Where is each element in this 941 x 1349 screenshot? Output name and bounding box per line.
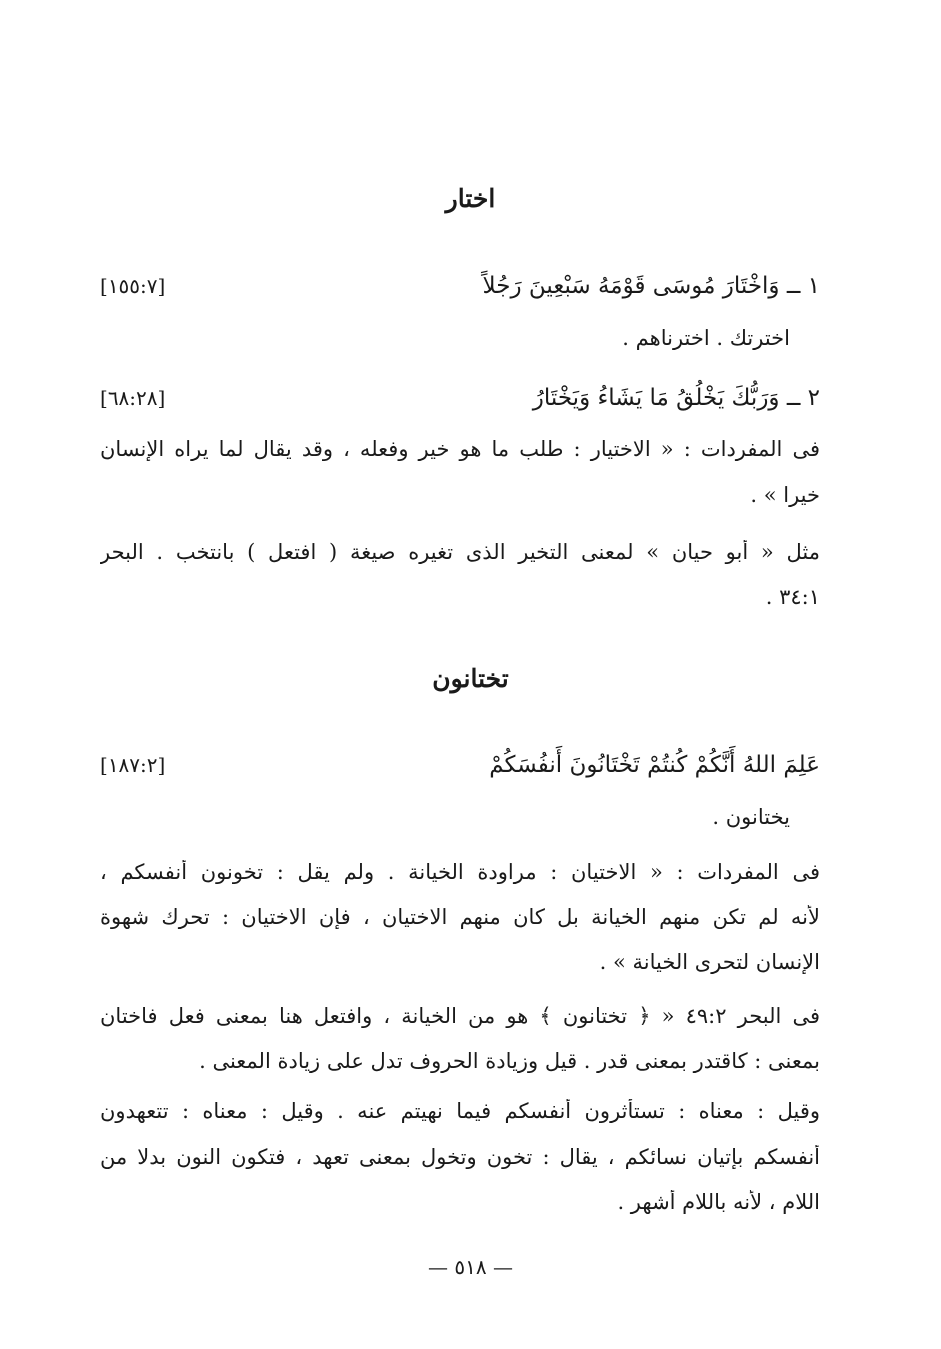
qila-line: اللام ، لأنه باللام أشهر . — [617, 1190, 820, 1214]
bahr-line: فى البحر ٤٩:٢ « ﴿ تختانون ﴾ هو من الخيانة ، وافتعل هنا بمعنى فعل فاختان — [100, 1004, 820, 1028]
verse-reference: [٦٨:٢٨] — [100, 386, 166, 410]
page-number: — ٥١٨ — — [428, 1255, 513, 1279]
verse-text: ١ ــ وَاخْتَارَ مُوسَى قَوْمَهُ سَبْعِينَ رَجُلاً — [482, 273, 820, 299]
bahr-line: بمعنى : كاقتدر بمعنى قدر . قيل وزيادة الحروف تدل على زيادة المعنى . — [199, 1049, 820, 1073]
verse-row — [100, 266, 820, 306]
verb-forms: اخترتك . اخترناهم . — [622, 326, 790, 350]
verse-reference: [١٥٥:٧] — [100, 274, 166, 298]
verse-row — [100, 378, 820, 418]
verb-forms: يختانون . — [712, 805, 790, 829]
mufradat-line: خيرا » . — [750, 483, 820, 507]
mufradat-line: فى المفردات : « الاختيان : مراودة الخيانة . ولم يقل : تخونون أنفسكم ، — [100, 860, 820, 884]
abu-hayyan-line: مثل « أبو حيان » لمعنى التخير الذى تغيره صيغة ( افتعل ) بانتخب . البحر — [100, 540, 820, 564]
verse-text: ٢ ــ وَرَبُّكَ يَخْلُقُ مَا يَشَاءُ وَيَخْتَارُ — [532, 385, 820, 411]
abu-hayyan-line: ٣٤:١ . — [765, 585, 820, 609]
verse-text: عَلِمَ اللهُ أَنَّكُمْ كُنتُمْ تَخْتَانُونَ أَنفُسَكُمْ — [489, 752, 820, 778]
entry-heading-takhtanun: تختانون — [432, 664, 509, 693]
verse-row — [100, 745, 820, 785]
qila-line: وقيل : معناه : تستأثرون أنفسكم فيما نهيتم عنه . وقيل : معناه : تتعهدون — [100, 1099, 820, 1123]
mufradat-line: فى المفردات : « الاختيار : طلب ما هو خير وفعله ، وقد يقال لما يراه الإنسان — [100, 437, 820, 461]
mufradat-line: الإنسان لتحرى الخيانة » . — [599, 950, 820, 974]
mufradat-line: لأنه لم تكن منهم الخيانة بل كان منهم الاختيان ، فإن الاختيان : تحرك شهوة — [100, 905, 820, 929]
verse-reference: [١٨٧:٢] — [100, 753, 166, 777]
entry-heading-ikhtar: اختار — [445, 184, 496, 213]
qila-line: أنفسكم بإتيان نسائكم ، يقال : تخون وتخول بمعنى تعهد ، فتكون النون بدلا من — [100, 1145, 820, 1169]
